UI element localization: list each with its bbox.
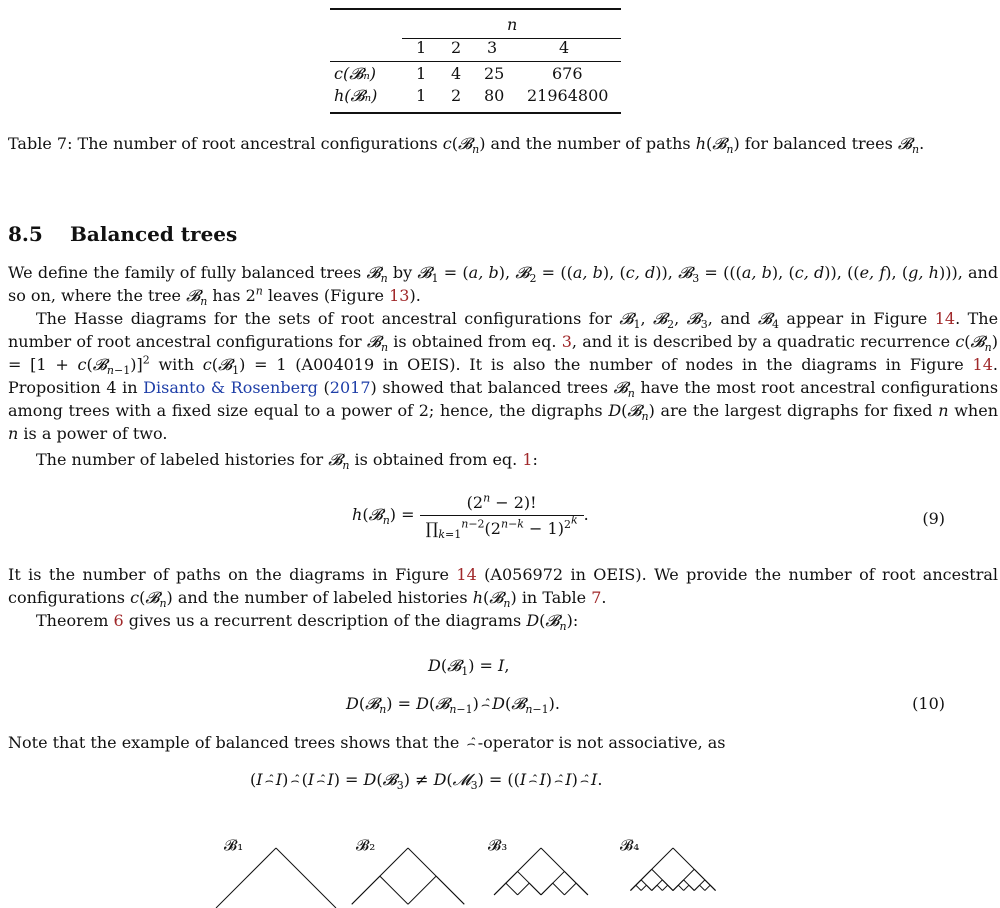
tree-branch — [276, 848, 336, 908]
figure-link[interactable]: 14 — [934, 309, 956, 328]
section-heading — [8, 222, 237, 246]
text: appear in Figure — [786, 309, 928, 328]
tree-branch — [657, 885, 662, 890]
paragraph-3: The number of labeled histories for 𝓑$_n$ is obtained from eq. 1: — [36, 450, 538, 473]
table-cell: 4 — [451, 64, 462, 83]
text: is a power of two. — [23, 424, 168, 443]
caption-text: Table 7: The number of root ancestral configurations — [8, 134, 438, 153]
text: ). — [409, 286, 421, 305]
tree-branch — [646, 885, 651, 890]
tree-1 — [216, 848, 336, 908]
tree-branch — [518, 883, 530, 895]
equation-link[interactable]: 1 — [522, 450, 533, 469]
text: is obtained from eq. — [354, 450, 518, 469]
tree-branch — [529, 883, 541, 895]
paragraph-6: Note that the example of balanced trees shows that the ⌢̂ -operator is not associative, as — [8, 733, 726, 752]
table-cell: 21964800 — [527, 86, 609, 105]
trees-drawing — [0, 830, 1000, 908]
associativity-display — [0, 768, 1000, 798]
tree-branch — [641, 885, 646, 890]
equation-number: (10) — [912, 694, 945, 713]
tree-label: 𝓑₄ — [620, 836, 640, 854]
equation-link[interactable]: 3 — [561, 332, 572, 351]
tree-branch — [684, 885, 689, 890]
text: (A004019 in OEIS). It is also the number of nodes in the diagrams in Figure — [295, 355, 964, 374]
table-bottom-rule — [330, 112, 621, 114]
table-col-header: 4 — [559, 38, 570, 57]
equation-9 — [0, 485, 1000, 545]
tree-branch — [705, 885, 710, 890]
table-col-header: 1 — [416, 38, 427, 57]
text: The Hasse diagrams for the sets of root ancestral configurations for — [36, 309, 612, 328]
tree-label: 𝓑₁ — [224, 836, 244, 854]
tree-branch — [668, 885, 673, 890]
tree-branch — [408, 876, 436, 904]
text: leaves (Figure — [267, 286, 384, 305]
table-cell: 1 — [416, 64, 427, 83]
table-col-header: 2 — [451, 38, 462, 57]
tree-branch — [636, 885, 641, 890]
equation-number: (9) — [922, 509, 945, 528]
citation-year-link[interactable]: 2017 — [329, 378, 371, 397]
equation-10-line-1: D(𝓑$_1$) = I, — [428, 656, 510, 679]
text: Theorem — [36, 611, 109, 630]
tree-branch — [436, 876, 464, 904]
tree-branch — [673, 885, 678, 890]
table-row-label: c(𝓑ₙ) — [334, 64, 377, 83]
table-cell: 1 — [416, 86, 427, 105]
equation-10-line-2: D(𝓑$_n$) = D(𝓑$_{n-1}$) ⌢̂ D(𝓑$_{n-1}$). — [346, 694, 560, 717]
paragraph-1: We define the family of fully balanced trees 𝓑$_n$ by 𝓑$_1$ = (a, b), 𝓑$_2$ = ((a, b), (c, d)), 𝓑$_3$ = (((a, b), (c, d)), ((e, f), (g, h))), and so on, where the tree 𝓑$_n$ has 2$^n$ leaves (Figure 13). — [8, 263, 999, 309]
table-cell: 676 — [552, 64, 583, 83]
associativity-expression: (I ⌢̂ I) ⌢̂ (I ⌢̂ I) = D(𝓑$_3$) ≠ D(𝓜$_3$) = ((I ⌢̂ I) ⌢̂ I) ⌢̂ I. — [250, 770, 603, 793]
text: has — [212, 286, 241, 305]
tree-4 — [631, 848, 716, 891]
figure-link[interactable]: 14 — [456, 565, 477, 584]
citation-link[interactable]: Disanto & Rosenberg — [143, 378, 318, 397]
tree-branch — [564, 883, 576, 895]
text: and the number of labeled histories — [177, 588, 468, 607]
tree-label: 𝓑₂ — [356, 836, 376, 854]
text: and so on, where the tree — [8, 263, 999, 305]
table-cell: 80 — [484, 86, 505, 105]
tree-branch — [689, 885, 694, 890]
tree-branch — [506, 883, 518, 895]
table-header-rule — [402, 38, 621, 39]
text: It is the number of paths on the diagrams in Figure — [8, 565, 449, 584]
section-number: 8.5 — [8, 222, 43, 246]
tree-branch — [494, 883, 506, 895]
table-col-header: 3 — [487, 38, 498, 57]
text: showed that balanced trees — [382, 378, 609, 397]
tree-branch — [710, 885, 715, 890]
table-cell: 25 — [484, 64, 505, 83]
figure-link[interactable]: 13 — [389, 286, 410, 305]
tree-branch — [652, 885, 657, 890]
text: We define the family of fully balanced trees — [8, 263, 362, 282]
tree-2 — [352, 848, 465, 904]
table-header-n: n — [507, 15, 518, 34]
text: in Table — [521, 588, 587, 607]
equation-9-body: h(𝓑$_n$) = $\frac{(2^n - 2)!}{\prod_{k=1}^{n-2}(2^{n-k} - 1)^{2^k}}$ . — [352, 491, 589, 542]
tree-branch — [541, 883, 553, 895]
text: (A056972 in OEIS). We provide the number of root ancestral configurations — [8, 565, 999, 607]
text: . Proposition 4 in — [8, 355, 998, 397]
table-mid-rule — [330, 61, 621, 62]
tree-branch — [678, 885, 683, 890]
text: The number of root ancestral configurations for — [8, 309, 999, 351]
tree-branch — [216, 848, 276, 908]
tree-branch — [352, 876, 380, 904]
text: with — [158, 355, 195, 374]
tree-branch — [576, 883, 588, 895]
text: by — [392, 263, 413, 282]
tree-branch — [662, 885, 667, 890]
theorem-link[interactable]: 6 — [113, 611, 124, 630]
table-row-label: h(𝓑ₙ) — [334, 86, 378, 105]
caption-text: and the number of paths — [490, 134, 691, 153]
balanced-trees-figure — [0, 830, 1000, 908]
text: The number of labeled histories for — [36, 450, 324, 469]
text: Note that the example of balanced trees shows that the — [8, 733, 460, 752]
table-top-rule — [330, 8, 621, 10]
figure-link[interactable]: 14 — [972, 355, 993, 374]
text: is obtained from eq. — [393, 332, 557, 351]
tree-branch — [380, 876, 408, 904]
table-cell: 2 — [451, 86, 462, 105]
tree-label: 𝓑₃ — [488, 836, 508, 854]
text: when — [954, 401, 998, 420]
equation-10 — [0, 650, 1000, 720]
tree-3 — [494, 848, 588, 895]
tree-branch — [694, 885, 699, 890]
paragraph-5: Theorem 6 gives us a recurrent description of the diagrams D(𝓑$_n$): — [36, 611, 579, 634]
paragraph-4: It is the number of paths on the diagrams in Figure 14 (A056972 in OEIS). We provide the number of root ancestral configurations c(𝓑$_n$) and the number of labeled histories h(𝓑$_n$) in Table 7. — [8, 565, 999, 611]
text: are the largest digraphs for fixed — [660, 401, 933, 420]
text: have the most root ancestral configurations among trees with a fixed size equal to a power of 2; hence, the digraphs — [8, 378, 999, 420]
tree-branch — [553, 883, 565, 895]
caption-text: for balanced trees — [744, 134, 893, 153]
paragraph-2: The Hasse diagrams for the sets of root ancestral configurations for 𝓑$_1$, 𝓑$_2$, 𝓑$_3$, and 𝓑$_4$ appear in Figure 14. The number of root ancestral configurations for 𝓑$_n$ is obtained from eq. 3, and it is described by a quadratic recurrence c(𝓑$_n$) = [1 + c(𝓑$_{n-1}$)]$^2$ with c(𝓑$_1$) = 1 (A004019 in OEIS). It is also the number of nodes in the diagrams in Figure 14. Proposition 4 in Disanto & Rosenberg (2017) showed that balanced trees 𝓑$_n$ have the most root ancestral configurations among trees with a fixed size equal to a power of 2; hence, the digraphs D(𝓑$_n$) are the largest digraphs for fixed n when n is a power of two. — [8, 309, 999, 443]
text: gives us a recurrent description of the diagrams — [128, 611, 522, 630]
tree-branch — [700, 885, 705, 890]
tree-branch — [631, 885, 636, 890]
table-caption: Table 7: The number of root ancestral configurations c(𝓑$_n$) and the number of paths h(𝓑$_n$) for balanced trees 𝓑$_n$. — [8, 134, 925, 157]
text: , and it is described by a quadratic recurrence — [571, 332, 951, 351]
text: -operator is not associative, as — [477, 733, 726, 752]
section-title: Balanced trees — [70, 222, 238, 246]
table-link[interactable]: 7 — [591, 588, 602, 607]
